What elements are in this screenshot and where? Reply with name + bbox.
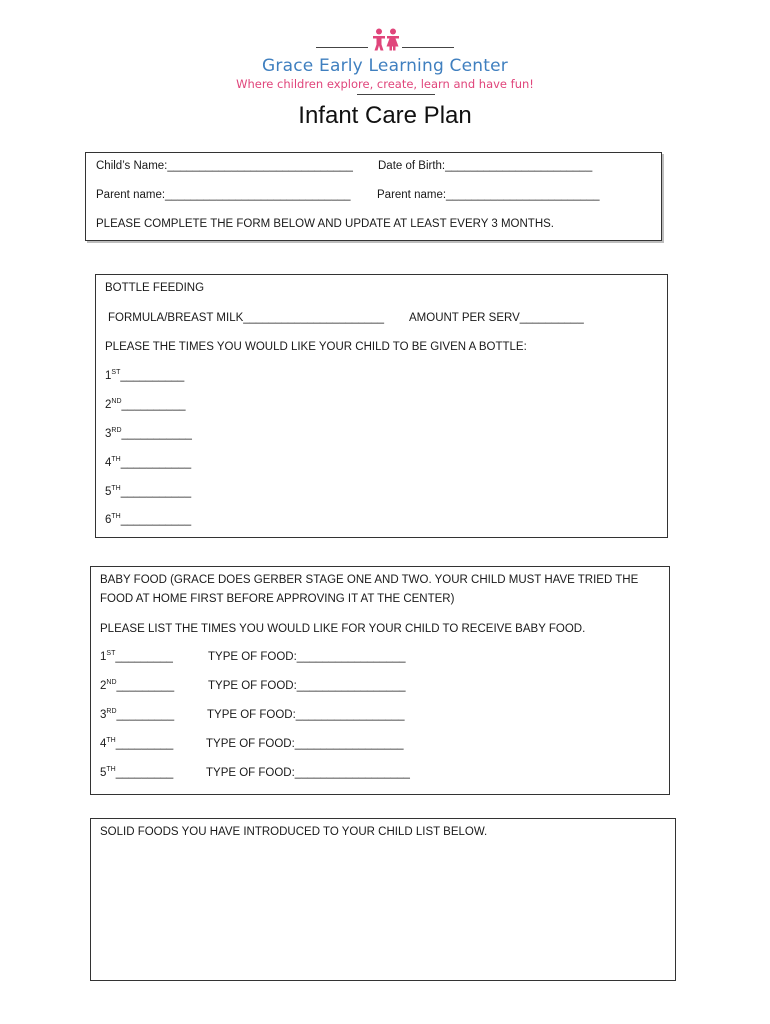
center-logo — [0, 28, 770, 91]
logo-left-rule — [316, 47, 368, 48]
center-name: Grace Early Learning Center — [262, 56, 508, 76]
baby-food-time-3[interactable]: 3RD_________ — [100, 708, 175, 721]
baby-food-time-4[interactable]: 4TH_________ — [100, 737, 174, 750]
bottle-times-instruction: PLEASE THE TIMES YOU WOULD LIKE YOUR CHILD TO BE GIVEN A BOTTLE: — [105, 341, 527, 353]
bottle-time-4[interactable]: 4TH___________ — [105, 456, 192, 469]
baby-food-time-1[interactable]: 1ST_________ — [100, 650, 173, 663]
food-type-field-2[interactable]: TYPE OF FOOD:_________________ — [208, 680, 406, 692]
food-type-field-3[interactable]: TYPE OF FOOD:_________________ — [207, 709, 405, 721]
bottle-feeding-heading: BOTTLE FEEDING — [105, 282, 205, 294]
food-type-field-1[interactable]: TYPE OF FOOD:_________________ — [208, 651, 406, 663]
form-instruction: PLEASE COMPLETE THE FORM BELOW AND UPDATE AT LEAST EVERY 3 MONTHS. — [96, 218, 554, 230]
baby-food-time-5[interactable]: 5TH_________ — [100, 766, 174, 779]
date-of-birth-field[interactable]: Date of Birth:_______________________ — [378, 160, 593, 172]
baby-food-time-2[interactable]: 2ND_________ — [100, 679, 175, 692]
amount-per-serving-field[interactable]: AMOUNT PER SERV__________ — [409, 312, 584, 324]
children-icon — [370, 28, 402, 52]
food-type-field-4[interactable]: TYPE OF FOOD:_________________ — [206, 738, 404, 750]
bottle-time-3[interactable]: 3RD___________ — [105, 427, 192, 440]
logo-underline — [357, 94, 435, 95]
parent-name-field-1[interactable]: Parent name:_____________________________ — [96, 189, 351, 201]
parent-name-field-2[interactable]: Parent name:________________________ — [377, 189, 600, 201]
bottle-time-5[interactable]: 5TH___________ — [105, 485, 192, 498]
baby-food-heading-line-2: FOOD AT HOME FIRST BEFORE APPROVING IT AT THE CENTER) — [100, 593, 455, 605]
formula-field[interactable]: FORMULA/BREAST MILK______________________ — [108, 312, 384, 324]
bottle-time-6[interactable]: 6TH___________ — [105, 513, 192, 526]
logo-right-rule — [402, 47, 454, 48]
solid-foods-heading: SOLID FOODS YOU HAVE INTRODUCED TO YOUR CHILD LIST BELOW. — [100, 826, 488, 838]
solid-foods-box[interactable] — [90, 818, 676, 981]
page-title: Infant Care Plan — [298, 102, 472, 129]
baby-food-instruction: PLEASE LIST THE TIMES YOU WOULD LIKE FOR YOUR CHILD TO RECEIVE BABY FOOD. — [100, 623, 586, 635]
child-name-field[interactable]: Child’s Name:_____________________________ — [96, 160, 353, 172]
bottle-time-2[interactable]: 2ND__________ — [105, 398, 186, 411]
baby-food-heading-line-1: BABY FOOD (GRACE DOES GERBER STAGE ONE AND TWO. YOUR CHILD MUST HAVE TRIED THE — [100, 574, 639, 586]
food-type-field-5[interactable]: TYPE OF FOOD:__________________ — [206, 767, 410, 779]
bottle-time-1[interactable]: 1ST__________ — [105, 369, 185, 382]
center-tagline: Where children explore, create, learn and have fun! — [236, 77, 534, 91]
